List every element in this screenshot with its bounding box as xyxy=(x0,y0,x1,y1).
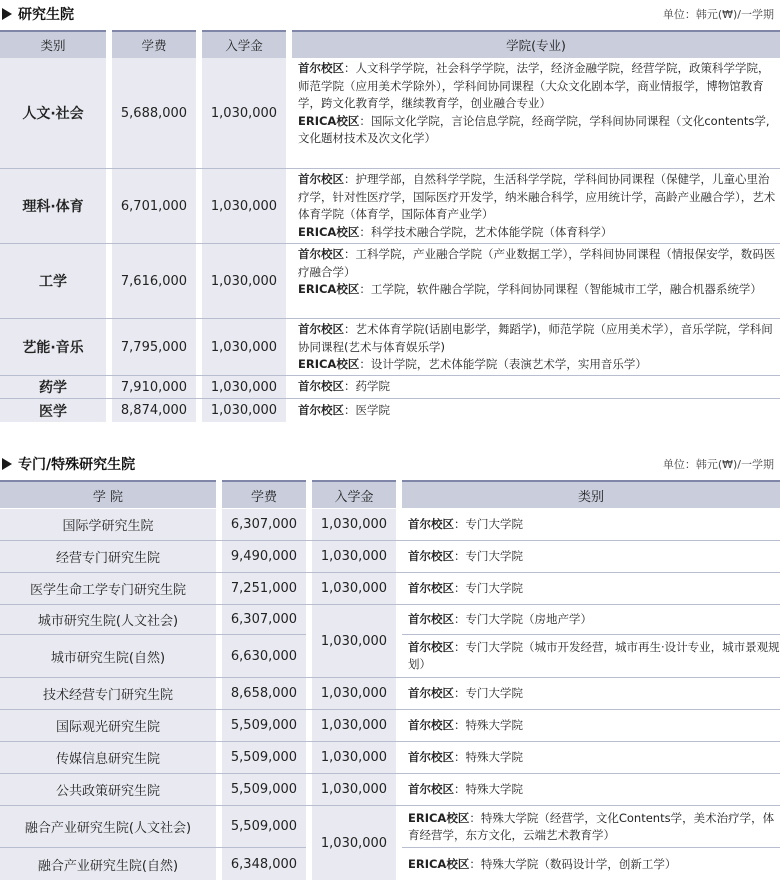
row-tuition: 6,307,000 xyxy=(222,509,306,540)
category-text: ：特殊大学院 xyxy=(454,750,523,764)
row-entrance: 1,030,000 xyxy=(202,376,286,398)
category-text: ：特殊大学院 xyxy=(454,718,523,732)
college-list: ：医学院 xyxy=(344,402,390,417)
header-category: 类别 xyxy=(0,30,106,58)
campus-label: ERICA校区 xyxy=(298,357,360,371)
row-category: 药学 xyxy=(0,376,106,398)
row-category: 人文·社会 xyxy=(0,58,106,168)
header-category: 类别 xyxy=(402,480,780,508)
row-category xyxy=(402,541,780,572)
merged-entrance xyxy=(0,605,780,677)
row-entrance: 1,030,000 xyxy=(312,573,396,604)
row-college: 经营专门研究生院 xyxy=(0,541,216,572)
college-list: ：工学院，软件融合学院，学科间协同课程（智能城市工学，融合机器系统学） xyxy=(359,282,762,296)
college-list: ：人文科学学院，社会科学学院，法学，经济金融学院，经营学院，政策科学学院，师范学院（应用美术学除外），学科间协同课程（大众文化剧本学，商业情报学，博物馆教育学，跨文化教育学，继续教育学，创业融合专业） xyxy=(298,61,770,110)
row-tuition: 5,509,000 xyxy=(222,710,306,741)
row-tuition: 9,490,000 xyxy=(222,541,306,572)
row-category: 理科·体育 xyxy=(0,169,106,243)
row-entrance: 1,030,000 xyxy=(312,605,396,677)
table-header xyxy=(0,480,780,508)
category-text: ：专门大学院 xyxy=(454,549,523,563)
table-row xyxy=(0,678,780,709)
row-entrance: 1,030,000 xyxy=(312,509,396,540)
section-title: 研究生院 xyxy=(18,7,74,23)
category-text: ：专门大学院 xyxy=(454,581,523,595)
row-category xyxy=(402,678,780,709)
header-entrance: 入学金 xyxy=(202,30,286,58)
table-row xyxy=(0,244,780,318)
campus-label: 首尔校区 xyxy=(408,612,454,626)
campus-label: 首尔校区 xyxy=(298,61,344,75)
table-row xyxy=(0,710,780,741)
row-category xyxy=(402,774,780,805)
campus-label: 首尔校区 xyxy=(298,322,344,336)
row-college: 融合产业研究生院(自然) xyxy=(0,848,216,880)
table-row xyxy=(0,319,780,375)
row-entrance: 1,030,000 xyxy=(312,806,396,880)
row-category: 工学 xyxy=(0,244,106,318)
row-colleges xyxy=(292,376,780,398)
row-tuition: 8,658,000 xyxy=(222,678,306,709)
category-text: ：专门大学院（城市开发经营，城市再生·设计专业，城市景观规划） xyxy=(408,640,780,671)
campus-label: 首尔校区 xyxy=(298,379,344,394)
special-fee-table xyxy=(0,480,780,880)
row-category: 医学 xyxy=(0,399,106,422)
row-college: 城市研究生院(人文社会) xyxy=(0,605,216,634)
row-category: 艺能·音乐 xyxy=(0,319,106,375)
row-tuition: 6,307,000 xyxy=(222,605,306,634)
row-entrance: 1,030,000 xyxy=(312,742,396,773)
unit-note: 单位：韩元(₩)/一学期 xyxy=(662,458,774,471)
row-entrance: 1,030,000 xyxy=(202,169,286,243)
table-row xyxy=(0,399,780,422)
row-tuition: 5,688,000 xyxy=(112,58,196,168)
college-list: ：国际文化学院，言论信息学院，经商学院，学科间协同课程（文化contents学, 文化题材技术及次文化学） xyxy=(298,113,770,145)
row-tuition: 7,251,000 xyxy=(222,573,306,604)
campus-label: 首尔校区 xyxy=(408,640,454,654)
row-tuition: 6,348,000 xyxy=(222,848,306,880)
row-entrance: 1,030,000 xyxy=(202,319,286,375)
row-entrance: 1,030,000 xyxy=(202,58,286,168)
header-tuition: 学费 xyxy=(222,480,306,508)
campus-label: 首尔校区 xyxy=(408,782,454,796)
row-colleges xyxy=(292,58,780,168)
row-college: 技术经营专门研究生院 xyxy=(0,678,216,709)
category-text: ：专门大学院（房地产学） xyxy=(454,612,592,626)
row-tuition: 5,509,000 xyxy=(222,806,306,847)
unit-note: 单位：韩元(₩)/一学期 xyxy=(662,8,774,21)
row-tuition: 5,509,000 xyxy=(222,774,306,805)
row-tuition: 7,910,000 xyxy=(112,376,196,398)
header-entrance: 入学金 xyxy=(312,480,396,508)
row-colleges xyxy=(292,399,780,422)
row-entrance: 1,030,000 xyxy=(312,774,396,805)
campus-label: ERICA校区 xyxy=(408,856,470,871)
row-colleges xyxy=(292,169,780,243)
college-list: ：护理学部，自然科学学院，生活科学学院，学科间协同课程（保健学，儿童心里治疗学，针对性医疗学，国际医疗开发学，纳米融合科学，应用统计学，高龄产业融合学），艺术体育学院（体育学，国际体育产业学） xyxy=(298,172,776,221)
campus-label: ERICA校区 xyxy=(408,810,470,825)
row-entrance: 1,030,000 xyxy=(202,399,286,422)
row-tuition: 7,795,000 xyxy=(112,319,196,375)
campus-label: 首尔校区 xyxy=(408,750,454,764)
table-row xyxy=(0,541,780,572)
campus-label: 首尔校区 xyxy=(408,517,454,531)
header-college: 学 院 xyxy=(0,480,216,508)
row-entrance: 1,030,000 xyxy=(312,710,396,741)
college-list: ：设计学院，艺术体能学院（表演艺术学，实用音乐学） xyxy=(359,357,647,371)
row-college: 医学生命工学专门研究生院 xyxy=(0,573,216,604)
table-row xyxy=(0,742,780,773)
row-colleges xyxy=(292,319,780,375)
row-college: 传媒信息研究生院 xyxy=(0,742,216,773)
row-colleges xyxy=(292,244,780,318)
row-college: 城市研究生院(自然) xyxy=(0,635,216,677)
row-category xyxy=(402,573,780,604)
row-tuition: 5,509,000 xyxy=(222,742,306,773)
section-header-graduate xyxy=(0,2,780,28)
graduate-fee-table xyxy=(0,30,780,422)
campus-label: 首尔校区 xyxy=(298,172,344,186)
merged-entrance xyxy=(0,806,780,880)
row-tuition: 6,630,000 xyxy=(222,635,306,677)
triangle-icon xyxy=(2,458,12,470)
row-category xyxy=(402,509,780,540)
campus-label: 首尔校区 xyxy=(298,402,344,417)
table-row xyxy=(0,169,780,243)
row-category xyxy=(402,742,780,773)
category-text: ：专门大学院 xyxy=(454,686,523,700)
header-tuition: 学费 xyxy=(112,30,196,58)
category-text: ：特殊大学院（经营学，文化Contents学，美术治疗学，体育经营学，东方文化，云端艺术教育学） xyxy=(408,810,775,842)
college-list: ：科学技术融合学院，艺术体能学院（体育科学） xyxy=(359,224,613,239)
category-text: ：专门大学院 xyxy=(454,517,523,531)
campus-label: ERICA校区 xyxy=(298,113,360,128)
row-college: 公共政策研究生院 xyxy=(0,774,216,805)
row-tuition: 7,616,000 xyxy=(112,244,196,318)
campus-label: 首尔校区 xyxy=(408,549,454,563)
triangle-icon xyxy=(2,8,12,20)
campus-label: 首尔校区 xyxy=(298,247,344,261)
college-list: ：艺术体育学院(话剧电影学，舞蹈学)，师范学院（应用美术学），音乐学院，学科间协同课程(艺术与体育娱乐学) xyxy=(298,322,773,354)
section-title: 专门/特殊研究生院 xyxy=(18,457,136,473)
college-list: ：工科学院，产业融合学院（产业数据工学），学科间协同课程（情报保安学，数码医疗融合学） xyxy=(298,247,776,279)
row-college: 国际观光研究生院 xyxy=(0,710,216,741)
row-entrance: 1,030,000 xyxy=(312,541,396,572)
campus-label: ERICA校区 xyxy=(298,224,360,239)
category-text: ：特殊大学院 xyxy=(454,782,523,796)
table-row xyxy=(0,509,780,540)
category-text: ：特殊大学院（数码设计学，创新工学） xyxy=(469,856,677,871)
campus-label: 首尔校区 xyxy=(408,581,454,595)
college-list: ：药学院 xyxy=(344,379,390,394)
row-entrance: 1,030,000 xyxy=(312,678,396,709)
row-entrance: 1,030,000 xyxy=(202,244,286,318)
table-row xyxy=(0,376,780,398)
row-category xyxy=(402,710,780,741)
table-row xyxy=(0,573,780,604)
section-header-special xyxy=(0,452,780,478)
campus-label: 首尔校区 xyxy=(408,686,454,700)
table-header xyxy=(0,30,780,58)
table-row xyxy=(0,58,780,168)
campus-label: ERICA校区 xyxy=(298,282,360,296)
campus-label: 首尔校区 xyxy=(408,718,454,732)
table-row xyxy=(0,774,780,805)
header-college: 学院(专业) xyxy=(292,30,780,58)
row-tuition: 6,701,000 xyxy=(112,169,196,243)
row-tuition: 8,874,000 xyxy=(112,399,196,422)
row-college: 国际学研究生院 xyxy=(0,509,216,540)
row-college: 融合产业研究生院(人文社会) xyxy=(0,806,216,847)
